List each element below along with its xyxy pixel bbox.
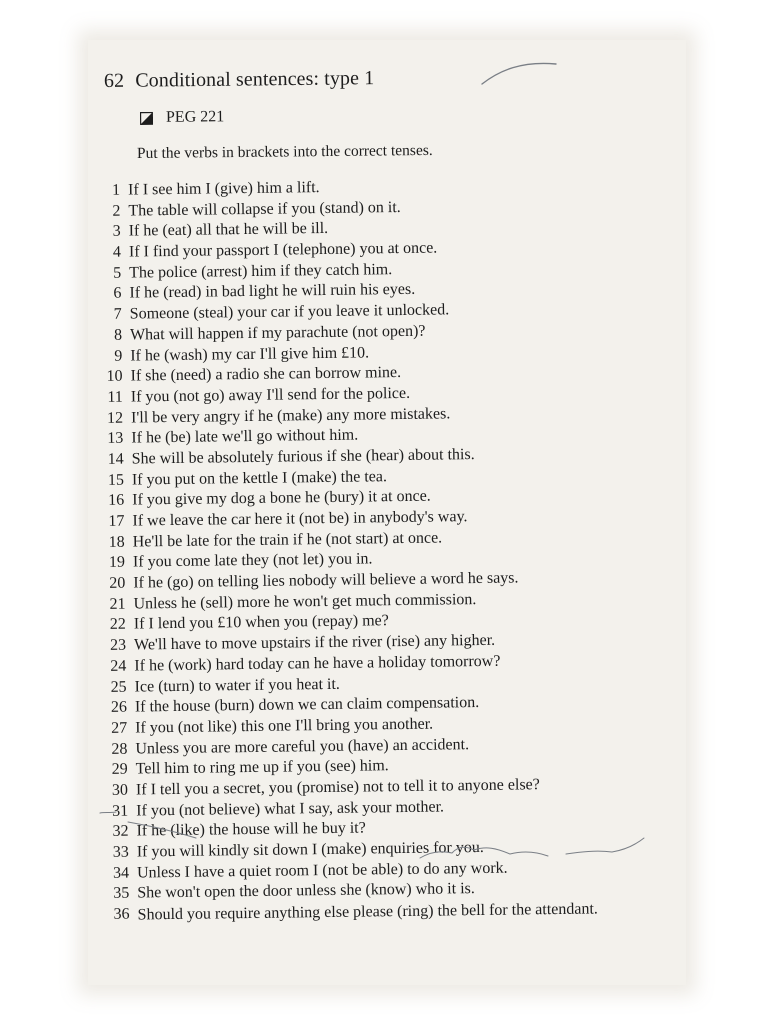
item-text: She will be absolutely furious if she (hear) about this.: [131, 445, 475, 468]
item-text: He'll be late for the train if he (not start) at once.: [132, 529, 443, 551]
item-number: 24: [110, 657, 127, 675]
item-text: If he (eat) all that he will be ill.: [128, 220, 329, 240]
item-text: I'll be very angry if he (make) any more mistakes.: [130, 404, 451, 427]
item-text: If he (work) hard today can he have a holiday tomorrow?: [134, 652, 501, 675]
item-number: 14: [107, 450, 124, 468]
instruction-text: Put the verbs in brackets into the correct tenses.: [136, 141, 433, 162]
exercise-list: [94, 174, 664, 926]
item-number: 6: [113, 285, 122, 303]
item-text: She won't open the door unless she (know) who it is.: [137, 880, 475, 902]
item-number: 21: [109, 595, 126, 613]
item-text: What will happen if my parachute (not open)?: [129, 322, 426, 344]
reference-text: PEG 221: [165, 108, 225, 126]
item-text: If you (not go) away I'll send for the police.: [130, 384, 411, 406]
item-number: 4: [112, 243, 122, 261]
item-number: 5: [113, 264, 122, 282]
item-number: 26: [110, 698, 128, 717]
item-text: If I find your passport I (telephone) you at once.: [128, 239, 438, 261]
item-number: 18: [108, 533, 125, 551]
item-number: 11: [107, 388, 123, 406]
item-number: 36: [113, 905, 130, 923]
item-text: If he (go) on telling lies nobody will believe a word he says.: [133, 569, 519, 592]
item-text: If you give my dog a bone he (bury) it at once.: [132, 487, 431, 509]
item-text: If I see him I (give) him a lift.: [128, 179, 320, 199]
item-number: 19: [108, 554, 126, 572]
item-number: 9: [114, 347, 123, 365]
item-text: If you come late they (not let) you in.: [132, 550, 373, 571]
exercise-title-text: Conditional sentences: type 1: [135, 67, 375, 92]
item-text: If he (be) late we'll go without him.: [131, 426, 359, 447]
item-number: 35: [113, 884, 130, 903]
item-text: Unless he (sell) more he won't get much commission.: [133, 590, 477, 613]
item-number: 33: [112, 843, 129, 861]
item-number: 15: [107, 471, 125, 489]
item-text: Someone (steal) your car if you leave it unlocked.: [129, 301, 450, 323]
item-number: 28: [111, 740, 128, 758]
item-number: 27: [111, 719, 128, 737]
item-number: 17: [108, 512, 125, 530]
item-number: 16: [108, 491, 125, 510]
item-text: Ice (turn) to water if you heat it.: [134, 675, 340, 696]
item-number: 22: [109, 616, 126, 634]
exercise-title: [104, 67, 375, 93]
item-number: 25: [110, 678, 127, 696]
item-text: The table will collapse if you (stand) on it.: [128, 198, 401, 220]
item-text: We'll have to move upstairs if the river (rise) any higher.: [133, 631, 496, 654]
item-number: 1: [112, 181, 121, 199]
item-text: The police (arrest) him if they catch him.: [129, 260, 393, 282]
item-number: 12: [106, 409, 124, 427]
item-number: 32: [112, 822, 129, 841]
item-number: 31: [112, 802, 129, 820]
item-number: 8: [113, 326, 123, 344]
exercise-number: 62: [103, 69, 125, 92]
item-number: 30: [111, 781, 129, 799]
item-number: 20: [109, 574, 126, 592]
item-text: If I lend you £10 when you (repay) me?: [133, 612, 389, 633]
item-number: 13: [107, 429, 124, 448]
item-number: 3: [112, 223, 121, 241]
item-text: If he (wash) my car I'll give him £10.: [130, 343, 370, 365]
item-text: If you (not believe) what I say, ask your mother.: [136, 798, 445, 820]
item-number: 34: [112, 864, 130, 882]
item-text: Unless you are more careful you (have) an accident.: [135, 735, 470, 758]
item-text: If I tell you a secret, you (promise) not to tell it to anyone else?: [135, 776, 540, 799]
item-text: Tell him to ring me up if you (see) him.: [135, 757, 389, 778]
item-text: If the house (burn) down we can claim compensation.: [134, 694, 480, 716]
reference-line: [140, 108, 224, 127]
item-text: If he (like) the house will he buy it?: [136, 819, 366, 840]
item-text: If you will kindly sit down I (make) enquiries for you.: [136, 838, 484, 861]
item-text: Unless I have a quiet room I (not be able) to do any work.: [136, 859, 508, 882]
reference-icon: [140, 111, 153, 124]
item-text: If she (need) a radio she can borrow mine.: [130, 364, 402, 385]
item-number: 23: [109, 636, 127, 654]
item-number: 7: [113, 305, 122, 323]
item-number: 29: [111, 760, 128, 779]
item-number: 10: [106, 367, 123, 386]
item-text: If you (not like) this one I'll bring you another.: [135, 715, 434, 737]
item-number: 2: [112, 202, 121, 220]
item-text: If he (read) in bad light he will ruin his eyes.: [129, 281, 416, 302]
item-text: If you put on the kettle I (make) the tea.: [131, 467, 388, 489]
item-text: If we leave the car here it (not be) in anybody's way.: [132, 508, 468, 530]
item-text: Should you require anything else please (ring) the bell for the attendant.: [137, 900, 598, 924]
